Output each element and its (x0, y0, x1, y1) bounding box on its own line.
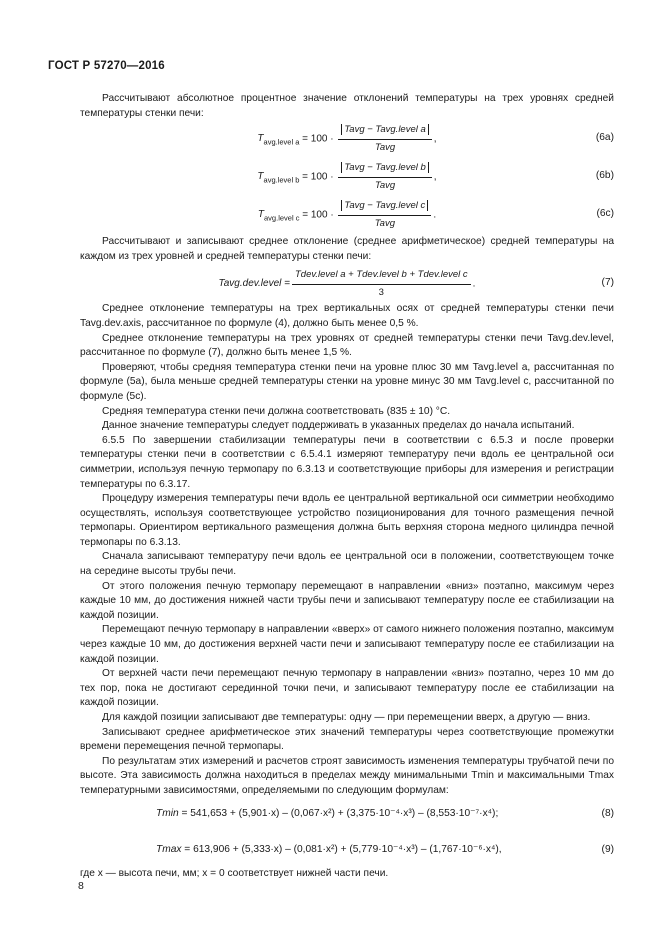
paragraph-6-5-5: 6.5.5 По завершении стабилизации температуры печи в соответствии с 6.5.3 и после проверки температуры стенки печи в соответствии с 6.5.4.1 измеряют температуру печи вдоль ее центральной оси симметрии, используя печную термопару по 6.3.13 и соответствующие приборы для измерения и регистрации температуры по 6.3.17. (80, 434, 614, 490)
paragraph-axis: Среднее отклонение температуры на трех вертикальных осях от средней температуры стенки печи Tavg.dev.axis, рассчитанное по формуле (4), должно быть менее 0,5 %. (80, 303, 614, 329)
equation-6b (80, 161, 614, 191)
document-body (80, 92, 614, 881)
eq6b-equals: = 100 · (299, 171, 337, 183)
eq6a-lhs-sub: avg.level a (263, 137, 300, 147)
equation-6c (80, 199, 614, 229)
eq6a-equals: = 100 · (299, 133, 337, 145)
eq6c-number: (6c) (596, 208, 614, 220)
eq6a-tail: , (433, 133, 437, 145)
paragraph-first: Сначала записывают температуру печи вдоль ее центральной оси в положении, соответствующем точке на середине высоты трубы печи. (80, 551, 614, 578)
paragraph-keep: Данное значение температуры следует поддерживать в указанных пределах до начала испытаний. (102, 420, 575, 432)
eq6b-fraction (338, 161, 431, 193)
eq6a-denominator: Tavg (374, 141, 396, 153)
eq6b-number: (6b) (595, 170, 614, 182)
eq6c-denominator: Tavg (374, 217, 395, 229)
equation-8 (80, 801, 614, 829)
eq9-number: (9) (601, 843, 614, 855)
eq6c-numerator: Tavg − Tavg.level c (341, 200, 428, 211)
eq6c-equals: = 100 · (299, 209, 337, 221)
eq8-rhs: = 541,653 + (5,901·x) – (0,067·x²) + (3,375·10⁻⁴·x³) – (8,553·10⁻⁷·x⁴); (178, 807, 499, 819)
eq6b-lhs-sub: avg.level b (263, 175, 300, 185)
eq7-number: (7) (601, 277, 614, 289)
paragraph-mean: Средняя температура стенки печи должна соответствовать (835 ± 10) °С. (102, 405, 451, 417)
eq6b-numerator: Tavg − Tavg.level b (341, 162, 428, 173)
paragraph-down: От этого положения печную термопару перемещают в направлении «вниз» поэтапно, максимум через каждые 10 мм, до достижения нижней части трубы печи и записывают температуру после ее стабилизации на каждой позиции. (80, 580, 614, 621)
eq9-rhs: = 613,906 + (5,333·x) – (0,081·x²) + (5,779·10⁻⁴·x³) – (1,767·10⁻⁶·x⁴), (181, 843, 502, 855)
paragraph-result: По результатам этих измерений и расчетов строят зависимость изменения температуры трубчатой печи по высоте. Эта зависимость должна находиться в пределах между минимальными Tmin и максимальными Tmax температурными зависимостями, определяемыми по следующим формулам: (80, 755, 614, 796)
equation-6a (80, 123, 614, 153)
eq7-lhs: Tavg.dev.level = (218, 278, 290, 290)
eq6b-denominator: Tavg (374, 179, 396, 191)
eq6c-fraction (338, 199, 431, 231)
paragraph-levels: Среднее отклонение температуры на трех уровнях от средней температуры стенки печи Tavg.dev.level, рассчитанное по формуле (7), должно быть менее 1,5 %. (80, 332, 614, 359)
page-number: 8 (78, 880, 84, 892)
paragraph-intro-abs: Рассчитывают абсолютное процентное значение отклонений температуры на трех уровнях средней температуры стенки печи: (80, 93, 614, 119)
document-header: ГОСТ Р 57270—2016 (48, 60, 165, 72)
eq8-lhs: Tmin (156, 807, 179, 819)
eq9-lhs: Tmax (156, 843, 182, 855)
paragraph-up: Перемещают печную термопару в направлении «вверх» от самого нижнего положения поэтапно, максимум через каждые 10 мм, до достижения верхней части печи и записывают температуру после ее стабилизации на каждой позиции. (80, 624, 614, 665)
paragraph-average: Записывают среднее арифметическое этих значений температуры через соответствующие промежутки времени перемещения печной термопары. (80, 726, 614, 753)
eq7-denominator: 3 (378, 286, 384, 298)
eq6b-tail: , (433, 171, 437, 183)
eq7-numerator: Tdev.level a + Tdev.level b + Tdev.level c (292, 268, 471, 285)
eq6a-fraction (338, 123, 431, 155)
paragraph-top: От верхней части печи перемещают печную термопару в направлении «вниз» поэтапно, через 10 мм до тех пор, пока не достигают серединной точки печи, и записывают температуру после ее стабилизации на каждой позиции. (80, 668, 614, 709)
paragraph-procedure: Процедуру измерения температуры печи вдоль ее центральной вертикальной оси симметрии необходимо осуществлять, используя соответствующее устройство позиционирования для точного размещения печной термопары. Ориентиром вертикального размещения должна быть верхняя сторона медного цилиндра печной термопары по 6.3.13. (80, 493, 614, 548)
paragraph-check: Проверяют, чтобы средняя температура стенки печи на уровне плюс 30 мм Tavg.level a, рассчитанная по формуле (5а), была меньше средней температуры стенки на уровне минус 30 мм Tavg.level c, рассчитанной по формуле (5с). (80, 361, 614, 402)
paragraph-two: Для каждой позиции записывают две температуры: одну — при перемещении вверх, а другую — вниз. (102, 712, 591, 723)
eq7-tail: . (472, 279, 476, 291)
eq6a-number: (6a) (595, 132, 614, 144)
equation-9 (80, 837, 614, 865)
eq7-fraction (292, 268, 471, 300)
eq8-number: (8) (601, 807, 614, 819)
eq6a-numerator: Tavg − Tavg.level a (341, 124, 428, 135)
eq6a-lhs-base: T (257, 132, 264, 144)
eq6c-lhs-sub: avg.level c (264, 213, 300, 223)
paragraph-where: где x — высота печи, мм; x = 0 соответствует нижней части печи. (80, 867, 389, 879)
paragraph-intro-dev: Рассчитывают и записывают среднее отклонение (среднее арифметическое) средней температуры на каждом из трех уровней и средней температуры стенки печи: (80, 236, 614, 262)
eq6c-lhs-base: T (257, 208, 265, 220)
equation-7 (80, 268, 614, 298)
eq6c-tail: . (433, 209, 437, 221)
eq6b-lhs-base: T (257, 170, 264, 182)
